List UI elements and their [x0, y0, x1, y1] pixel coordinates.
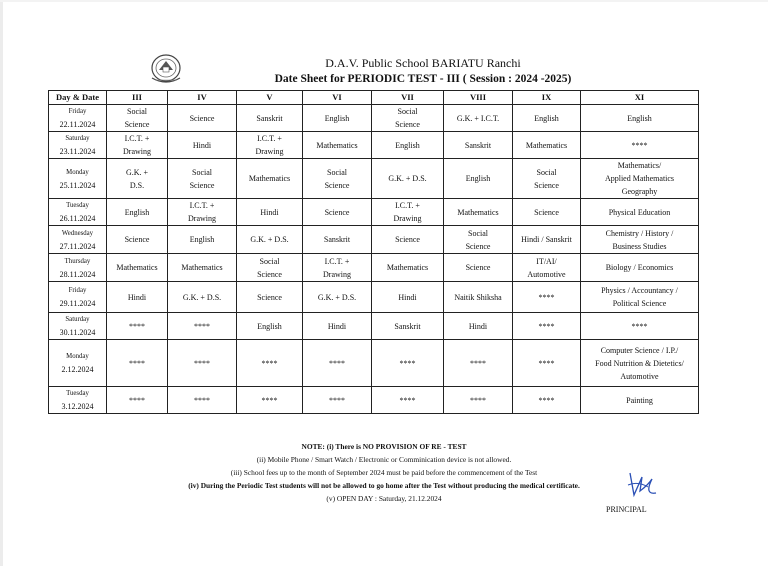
subject-cell	[444, 105, 513, 132]
subject-text: ****	[129, 321, 145, 331]
scan-edge-top	[0, 0, 768, 2]
subject-cell	[444, 132, 513, 159]
column-header: VII	[372, 91, 444, 105]
subject-cell	[372, 313, 444, 340]
subject-cell	[303, 105, 372, 132]
subject-cell	[168, 340, 237, 387]
subject-cell	[107, 387, 168, 414]
subject-cell	[168, 226, 237, 254]
subject-text: Hindi	[260, 207, 279, 217]
subject-cell	[107, 159, 168, 199]
subject-cell	[168, 159, 237, 199]
subject-text: Mathematics	[248, 174, 291, 183]
note-3: (iii) School fees up to the month of September 2024 must be paid before the commencement of the Test	[230, 468, 538, 477]
subject-text: ****	[194, 358, 210, 368]
subject-text: Hindi	[398, 292, 417, 302]
day-date-cell	[49, 105, 107, 132]
subject-text: Mathematics	[116, 263, 158, 272]
subject-text: Science	[257, 269, 282, 279]
subject-text: Science	[465, 263, 491, 272]
exam-date: 28.11.2024	[59, 269, 96, 279]
subject-cell	[444, 199, 513, 226]
subject-text: ****	[631, 140, 648, 150]
subject-cell	[444, 313, 513, 340]
day-date-cell	[49, 313, 107, 340]
subject-cell	[513, 254, 581, 282]
subject-text: ****	[399, 395, 416, 405]
subject-cell	[372, 340, 444, 387]
exam-date: 2.12.2024	[61, 365, 94, 374]
day-date-cell	[49, 282, 107, 313]
table-row	[49, 199, 699, 226]
subject-text: Mathematics	[181, 263, 223, 272]
subject-text: English	[189, 235, 215, 244]
subject-text: ****	[538, 321, 555, 331]
subject-text: English	[465, 174, 491, 183]
subject-cell	[237, 387, 303, 414]
subject-text: ****	[538, 358, 555, 368]
column-header: IX	[513, 91, 581, 105]
table-row	[49, 313, 699, 340]
subject-cell	[107, 340, 168, 387]
subject-text: Sanskrit	[323, 235, 351, 244]
table-row	[49, 226, 699, 254]
subject-text: Science	[395, 235, 420, 244]
subject-text: Computer Science / I.P./	[600, 345, 679, 355]
subject-text: Mathematics	[525, 140, 568, 150]
subject-text: Drawing	[255, 147, 284, 156]
table-row	[49, 105, 699, 132]
exam-date: 3.12.2024	[61, 402, 94, 411]
day-name: Monday	[66, 168, 89, 176]
subject-cell	[303, 254, 372, 282]
table-row	[49, 282, 699, 313]
subject-text: Chemistry / History /	[605, 228, 674, 238]
subject-text: ****	[329, 358, 345, 368]
subject-cell	[513, 199, 581, 226]
subject-text: Science	[324, 180, 350, 190]
date-sheet-table	[48, 90, 699, 414]
page-title: Date Sheet for PERIODIC TEST - III ( Session : 2024 -2025)	[274, 73, 572, 85]
subject-cell	[581, 159, 699, 199]
subject-text: Mathematics	[316, 140, 358, 150]
subject-text: Social	[397, 107, 418, 116]
subject-text: Food Nutrition & Dietetics/	[595, 358, 684, 368]
subject-cell	[581, 387, 699, 414]
day-name: Tuesday	[66, 390, 89, 397]
subject-cell	[581, 254, 699, 282]
subject-cell	[581, 105, 699, 132]
subject-text: Political Science	[612, 299, 667, 308]
day-name: Saturday	[65, 135, 90, 142]
day-name: Friday	[68, 108, 87, 115]
note-4: (iv) During the Periodic Test students will not be allowed to go home after the Test without producing the medical certificate.	[188, 481, 580, 490]
subject-cell	[372, 105, 444, 132]
subject-text: G.K. + D.S.	[250, 235, 289, 244]
subject-text: Drawing	[323, 269, 351, 279]
subject-text: ****	[261, 358, 278, 368]
subject-text: ****	[329, 395, 345, 405]
subject-cell	[513, 313, 581, 340]
subject-text: Mathematics	[457, 207, 499, 217]
exam-date: 25.11.2024	[59, 180, 96, 190]
subject-cell	[237, 132, 303, 159]
subject-cell	[444, 226, 513, 254]
subject-text: English	[395, 140, 420, 150]
table-row	[49, 387, 699, 414]
subject-cell	[303, 387, 372, 414]
subject-text: G.K. + I.C.T.	[456, 113, 500, 123]
subject-text: Science	[189, 113, 215, 123]
subject-cell	[444, 254, 513, 282]
subject-text: Science	[534, 180, 559, 190]
subject-cell	[303, 313, 372, 340]
subject-cell	[581, 132, 699, 159]
subject-cell	[513, 282, 581, 313]
subject-text: Sanskrit	[256, 113, 283, 123]
subject-text: Geography	[621, 187, 658, 196]
subject-cell	[581, 340, 699, 387]
column-header: VIII	[444, 91, 513, 105]
table-row	[49, 340, 699, 387]
subject-cell	[237, 254, 303, 282]
subject-text: Science	[124, 235, 150, 244]
subject-text: ****	[470, 395, 486, 405]
subject-cell	[107, 199, 168, 226]
day-date-cell	[49, 340, 107, 387]
table-row	[49, 159, 699, 199]
subject-text: Hindi	[468, 321, 488, 331]
subject-text: Social	[127, 107, 147, 116]
subject-text: Naitik Shiksha	[454, 292, 502, 302]
subject-text: Science	[534, 207, 559, 217]
subject-cell	[107, 132, 168, 159]
subject-cell	[581, 199, 699, 226]
subject-text: Automotive	[620, 371, 659, 381]
subject-text: Sanskrit	[394, 321, 421, 331]
subject-text: G.K. + D.S.	[182, 292, 222, 302]
subject-cell	[372, 254, 444, 282]
subject-cell	[237, 340, 303, 387]
subject-text: Physics / Accountancy /	[601, 286, 678, 295]
subject-text: ****	[129, 395, 145, 405]
subject-text: Social	[468, 228, 488, 238]
subject-cell	[107, 313, 168, 340]
subject-cell	[168, 387, 237, 414]
subject-cell	[444, 282, 513, 313]
subject-cell	[237, 199, 303, 226]
subject-cell	[303, 199, 372, 226]
table-header-row	[49, 91, 699, 105]
column-header: XI	[581, 91, 699, 105]
subject-cell	[444, 159, 513, 199]
day-date-cell	[49, 387, 107, 414]
subject-text: English	[257, 321, 282, 331]
subject-text: ****	[194, 321, 210, 331]
subject-cell	[444, 387, 513, 414]
subject-cell	[372, 226, 444, 254]
subject-cell	[581, 282, 699, 313]
day-name: Saturday	[65, 316, 90, 323]
subject-text: English	[324, 113, 350, 123]
subject-text: Business Studies	[612, 241, 667, 251]
note-2: (ii) Mobile Phone / Smart Watch / Electronic or Comminication device is not allowed.	[256, 455, 512, 464]
subject-text: Sanskrit	[464, 140, 492, 150]
subject-text: Drawing	[188, 214, 216, 223]
subject-text: Hindi	[327, 321, 347, 331]
subject-text: ****	[538, 395, 555, 405]
subject-text: Science	[189, 180, 215, 190]
note-5: (v) OPEN DAY : Saturday, 21.12.2024	[326, 494, 442, 503]
subject-text: Applied Mathematics	[604, 174, 675, 183]
subject-text: ****	[470, 358, 486, 368]
subject-cell	[444, 340, 513, 387]
subject-cell	[237, 282, 303, 313]
subject-cell	[237, 105, 303, 132]
column-header: V	[237, 91, 303, 105]
day-date-cell	[49, 159, 107, 199]
subject-text: Science	[395, 120, 420, 129]
subject-text: Science	[257, 292, 282, 302]
subject-cell	[303, 159, 372, 199]
subject-cell	[303, 132, 372, 159]
principal-label: PRINCIPAL	[606, 505, 647, 514]
exam-date: 29.11.2024	[59, 299, 96, 308]
subject-cell	[237, 159, 303, 199]
subject-cell	[107, 226, 168, 254]
subject-cell	[168, 199, 237, 226]
day-date-cell	[49, 226, 107, 254]
subject-text: ****	[399, 358, 416, 368]
subject-cell	[513, 159, 581, 199]
subject-cell	[513, 132, 581, 159]
subject-text: ****	[129, 358, 145, 368]
subject-cell	[513, 226, 581, 254]
subject-text: ****	[194, 395, 210, 405]
subject-cell	[237, 226, 303, 254]
subject-text: Hindi	[192, 140, 212, 150]
subject-cell	[372, 387, 444, 414]
column-header: VI	[303, 91, 372, 105]
subject-cell	[168, 313, 237, 340]
table-row	[49, 132, 699, 159]
day-name: Tuesday	[66, 202, 89, 209]
subject-cell	[303, 282, 372, 313]
column-header: Day & Date	[49, 91, 107, 105]
subject-text: Drawing	[123, 147, 151, 156]
subject-text: English	[627, 113, 652, 123]
subject-cell	[581, 313, 699, 340]
subject-text: I.C.T. +	[395, 201, 420, 210]
subject-cell	[372, 199, 444, 226]
exam-date: 22.11.2024	[59, 120, 96, 129]
day-date-cell	[49, 254, 107, 282]
subject-cell	[513, 387, 581, 414]
subject-text: English	[534, 113, 559, 123]
day-date-cell	[49, 132, 107, 159]
subject-text: G.K. + D.S.	[388, 174, 427, 183]
subject-cell	[372, 132, 444, 159]
subject-text: Automotive	[527, 269, 566, 279]
subject-text: I.C.T. +	[324, 256, 350, 266]
subject-cell	[372, 159, 444, 199]
subject-cell	[107, 282, 168, 313]
subject-cell	[581, 226, 699, 254]
subject-text: Science	[324, 207, 350, 217]
note-1: NOTE: (i) There is NO PROVISION OF RE - TEST	[301, 442, 467, 451]
subject-text: Painting	[626, 395, 653, 405]
exam-date: 26.11.2024	[59, 214, 96, 223]
subject-text: I.C.T. +	[257, 134, 282, 143]
subject-text: English	[124, 207, 150, 217]
subject-cell	[513, 105, 581, 132]
subject-text: ****	[261, 395, 278, 405]
subject-cell	[168, 105, 237, 132]
subject-text: Mathematics/	[617, 161, 662, 170]
day-name: Thursday	[64, 257, 91, 265]
subject-cell	[168, 282, 237, 313]
day-name: Wednesday	[61, 229, 94, 237]
subject-text: Social	[259, 256, 280, 266]
exam-date: 27.11.2024	[59, 241, 96, 251]
subject-cell	[372, 282, 444, 313]
subject-text: ****	[538, 292, 555, 302]
subject-text: ****	[631, 321, 648, 331]
column-header: III	[107, 91, 168, 105]
exam-date: 30.11.2024	[59, 328, 96, 337]
subject-cell	[107, 254, 168, 282]
subject-text: IT/AI/	[536, 256, 557, 266]
school-name: D.A.V. Public School BARIATU Ranchi	[325, 56, 521, 70]
subject-cell	[107, 105, 168, 132]
subject-cell	[237, 313, 303, 340]
subject-text: G.K. + D.S.	[317, 292, 357, 302]
subject-text: I.C.T. +	[189, 201, 215, 210]
subject-text: Mathematics	[386, 263, 429, 272]
subject-cell	[168, 254, 237, 282]
subject-text: I.C.T. +	[124, 134, 150, 143]
subject-cell	[303, 340, 372, 387]
day-date-cell	[49, 199, 107, 226]
subject-text: Science	[465, 241, 491, 251]
table-row	[49, 254, 699, 282]
subject-text: Hindi	[127, 292, 147, 302]
day-name: Monday	[66, 353, 89, 360]
signature-icon	[622, 465, 666, 509]
subject-text: Social	[327, 167, 347, 177]
subject-text: Physical Education	[608, 207, 671, 217]
subject-text: G.K. +	[125, 167, 149, 177]
subject-text: Science	[124, 120, 150, 129]
subject-cell	[513, 340, 581, 387]
column-header: IV	[168, 91, 237, 105]
subject-text: Biology / Economics	[605, 263, 674, 272]
subject-text: Hindi / Sanskrit	[521, 235, 572, 244]
subject-text: Social	[192, 167, 212, 177]
subject-text: D.S.	[129, 180, 145, 190]
table-body	[49, 105, 699, 414]
subject-cell	[303, 226, 372, 254]
subject-text: Drawing	[393, 214, 422, 223]
subject-cell	[168, 132, 237, 159]
subject-text: Social	[536, 167, 557, 177]
exam-date: 23.11.2024	[59, 147, 96, 156]
day-name: Friday	[68, 287, 87, 294]
